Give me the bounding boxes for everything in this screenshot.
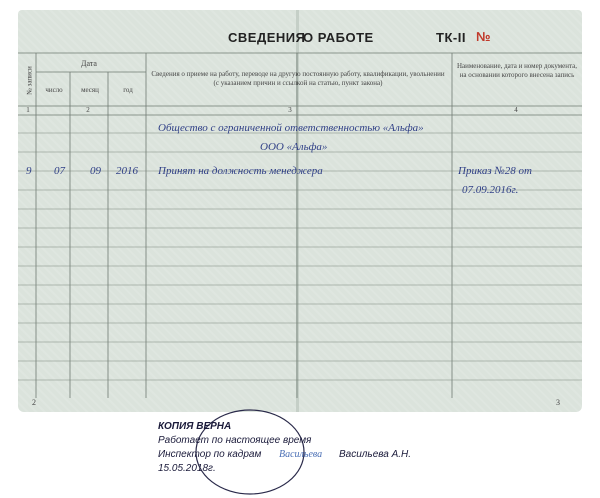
entry-organization-full: Общество с ограниченной ответственностью «Альфа» — [158, 122, 424, 134]
section-title-left: СВЕДЕНИЯ — [228, 30, 306, 45]
col-number-3: 3 — [288, 106, 292, 114]
entry-text: Принят на должность менеджера — [158, 165, 323, 177]
certification-date: 15.05.2018г. — [158, 463, 216, 474]
col-number-1: 1 — [26, 106, 30, 114]
page-number-right: 3 — [556, 398, 560, 407]
work-book-spread — [18, 10, 582, 412]
col-date: Дата — [81, 59, 97, 68]
entry-record-number: 9 — [26, 165, 32, 177]
number-sign: № — [476, 29, 491, 44]
entry-year: 2016 — [116, 165, 138, 177]
signature: Васильева — [279, 449, 323, 460]
section-title-right: О РАБОТЕ — [303, 30, 374, 45]
col-number-2: 2 — [86, 106, 90, 114]
entry-month: 09 — [90, 165, 101, 177]
entry-order-date: 07.09.2016г. — [462, 184, 519, 196]
form-series: ТК-II — [436, 30, 466, 45]
entry-day: 07 — [54, 165, 65, 177]
col-number-4: 4 — [514, 106, 518, 114]
col-day: число — [45, 86, 63, 94]
col-document: Наименование, дата и номер документа, на основании которого внесена запись — [456, 62, 578, 79]
entry-organization-short: ООО «Альфа» — [260, 141, 328, 153]
entry-order: Приказ №28 от — [458, 165, 532, 177]
certification-status: Работает по настоящее время — [158, 435, 312, 446]
col-month: месяц — [81, 86, 99, 94]
col-info: Сведения о приеме на работу, переводе на другую постоянную работу, квалификации, увольнении (с указанием причин и ссылкой на статью, пункт закона) — [151, 70, 445, 87]
col-record-number: № записи — [25, 66, 34, 95]
certification-position: Инспектор по кадрам — [158, 449, 262, 460]
signer-name: Васильева А.Н. — [339, 449, 412, 460]
page-number-left: 2 — [32, 398, 36, 407]
certification-title: КОПИЯ ВЕРНА — [158, 421, 232, 432]
col-year: год — [123, 86, 133, 94]
